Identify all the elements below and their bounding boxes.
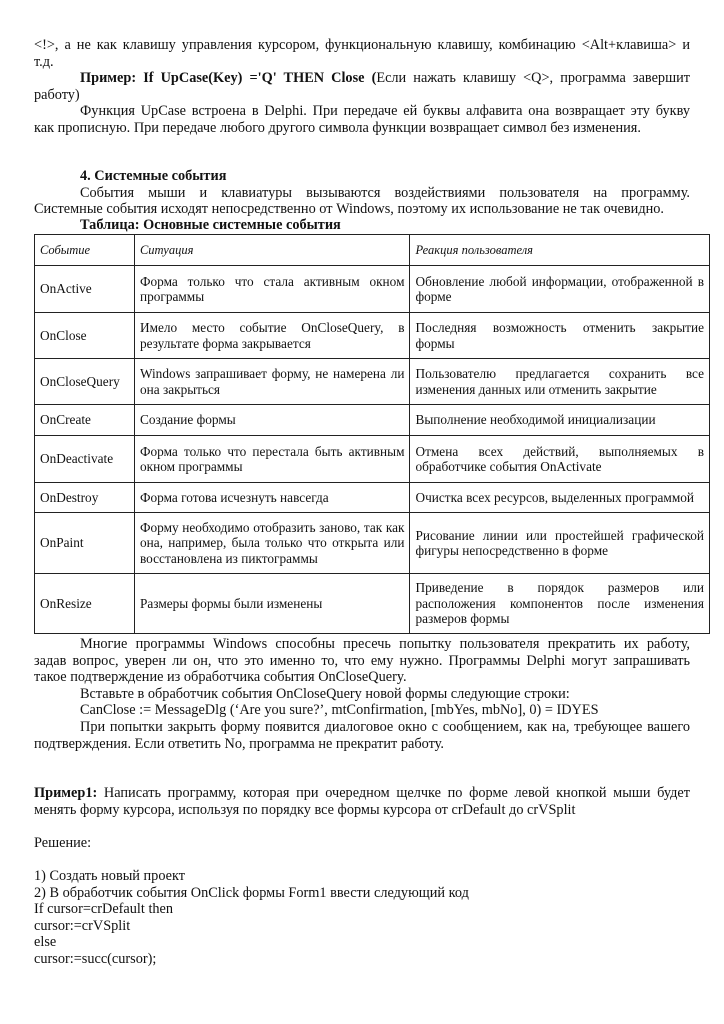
cell-situation: Windows запрашивает форму, не намерена ли она закрыться — [134, 359, 410, 405]
cell-situation: Размеры формы были изменены — [134, 574, 410, 634]
cell-event: OnClose — [35, 313, 135, 359]
cell-reaction: Рисование линии или простейшей графической фигуры непосредственно в форме — [410, 513, 710, 574]
text-line: При попытки закрыть форму появится диалоговое окно с сообщением, как на, требующее вашего — [80, 718, 690, 735]
table-caption — [34, 218, 690, 232]
table-row — [35, 266, 710, 313]
cell-event: OnCreate — [35, 405, 135, 436]
step-line: 2) В обработчик события OnClick формы Form1 ввести следующий код — [34, 884, 469, 901]
example1-text: Написать программу, которая при очередном щелчке по форме левой кнопкой мыши будет — [97, 785, 690, 801]
cell-reaction: Очистка всех ресурсов, выделенных программой — [410, 483, 710, 513]
cell-event: OnResize — [35, 574, 135, 634]
example-code: Пример: If UpCase(Key) ='Q' THEN Close ( — [80, 70, 377, 87]
example-line — [34, 70, 690, 87]
table-row — [35, 405, 710, 436]
text-line: События мыши и клавиатуры вызываются воздействиями пользователя на программу. — [80, 184, 690, 201]
table-row — [35, 313, 710, 359]
text-line: <!>, а не как клавишу управления курсором, функциональную клавишу, комбинацию <Alt+клавиша> и — [34, 37, 690, 53]
example-text: Если нажать клавишу <Q>, программа завершит — [376, 70, 690, 87]
header-situation: Ситуация — [134, 235, 410, 266]
section-heading — [34, 168, 690, 185]
code-line: cursor:=crVSplit — [34, 917, 131, 934]
cell-situation: Форму необходимо отобразить заново, так как она, например, была только что открыта или восстановлена из пиктограммы — [134, 513, 410, 574]
code-line: If cursor=crDefault then — [34, 901, 174, 918]
code-line: else — [34, 934, 57, 951]
cell-reaction: Пользователю предлагается сохранить все изменения данных или отменить закрытие — [410, 359, 710, 405]
table-row — [35, 436, 710, 483]
cell-event: OnCloseQuery — [35, 359, 135, 405]
text-line: менять форму курсора, используя по порядку все формы курсора от crDefault до crVSplit — [34, 801, 576, 818]
text-line: Вставьте в обработчик события OnCloseQuery новой формы следующие строки: — [80, 685, 570, 702]
intro-paragraph — [34, 37, 690, 137]
text-line: Функция UpCase встроена в Delphi. При передаче ей буквы алфавита она возвращает эту букву — [80, 103, 690, 120]
header-event: Событие — [35, 235, 135, 266]
table-row — [35, 574, 710, 634]
code-line: cursor:=succ(cursor); — [34, 950, 157, 967]
text-line: как прописную. При передаче любого другого символа функции возвращает символ без изменения. — [34, 119, 641, 136]
step-line: 1) Создать новый проект — [34, 867, 186, 884]
cell-situation: Форма только что стала активным окном программы — [134, 266, 410, 313]
cell-situation: Создание формы — [134, 405, 410, 436]
table-row — [35, 359, 710, 405]
text-line: задав вопрос, уверен ли он, что это именно то, что ему нужно. Программы Delphi могут запрашивать — [34, 652, 690, 669]
solution-label: Решение: — [34, 834, 92, 851]
cell-reaction: Последняя возможность отменить закрытие формы — [410, 313, 710, 359]
cell-event: OnDeactivate — [35, 436, 135, 483]
text-line: т.д. — [34, 53, 54, 70]
cell-event: OnDestroy — [35, 483, 135, 513]
example1-label: Пример1: — [34, 785, 98, 801]
heading-text: 4. Системные события — [80, 168, 227, 184]
text-line: подтверждения. Если ответить No, программа не прекратит работу. — [34, 735, 444, 752]
caption-text: Таблица: Основные системные события — [80, 216, 341, 233]
cell-reaction: Приведение в порядок размеров или расположения компонентов после изменения размеров формы — [410, 574, 710, 634]
table-row — [35, 483, 710, 513]
cell-situation: Форма только что перестала быть активным окном программы — [134, 436, 410, 483]
example1-line — [34, 785, 690, 802]
cell-situation: Имело место событие OnCloseQuery, в результате форма закрывается — [134, 313, 410, 359]
code-line: CanClose := MessageDlg (‘Are you sure?’, mtConfirmation, [mbYes, mbNo], 0) = IDYES — [80, 702, 599, 719]
cell-reaction: Выполнение необходимой инициализации — [410, 405, 710, 436]
system-events-table — [34, 234, 710, 634]
cell-situation: Форма готова исчезнуть навсегда — [134, 483, 410, 513]
cell-event: OnActive — [35, 266, 135, 313]
table-header-row — [35, 235, 710, 266]
cell-reaction: Обновление любой информации, отображенной в форме — [410, 266, 710, 313]
text-line: Многие программы Windows способны пресечь попытку пользователя прекратить их работу, — [80, 636, 690, 652]
cell-reaction: Отмена всех действий, выполняемых в обработчике события OnActivate — [410, 436, 710, 483]
table-row — [35, 513, 710, 574]
after-table-text — [34, 636, 690, 752]
text-line: работу) — [34, 86, 80, 103]
section-system-events — [34, 168, 690, 232]
example1 — [34, 785, 690, 968]
text-line: Системные события исходят непосредственно от Windows, поэтому их использование не так очевидно. — [34, 201, 664, 218]
cell-event: OnPaint — [35, 513, 135, 574]
header-reaction: Реакция пользователя — [410, 235, 710, 266]
text-line: такое подтверждение из обработчика события OnCloseQuery. — [34, 669, 407, 686]
